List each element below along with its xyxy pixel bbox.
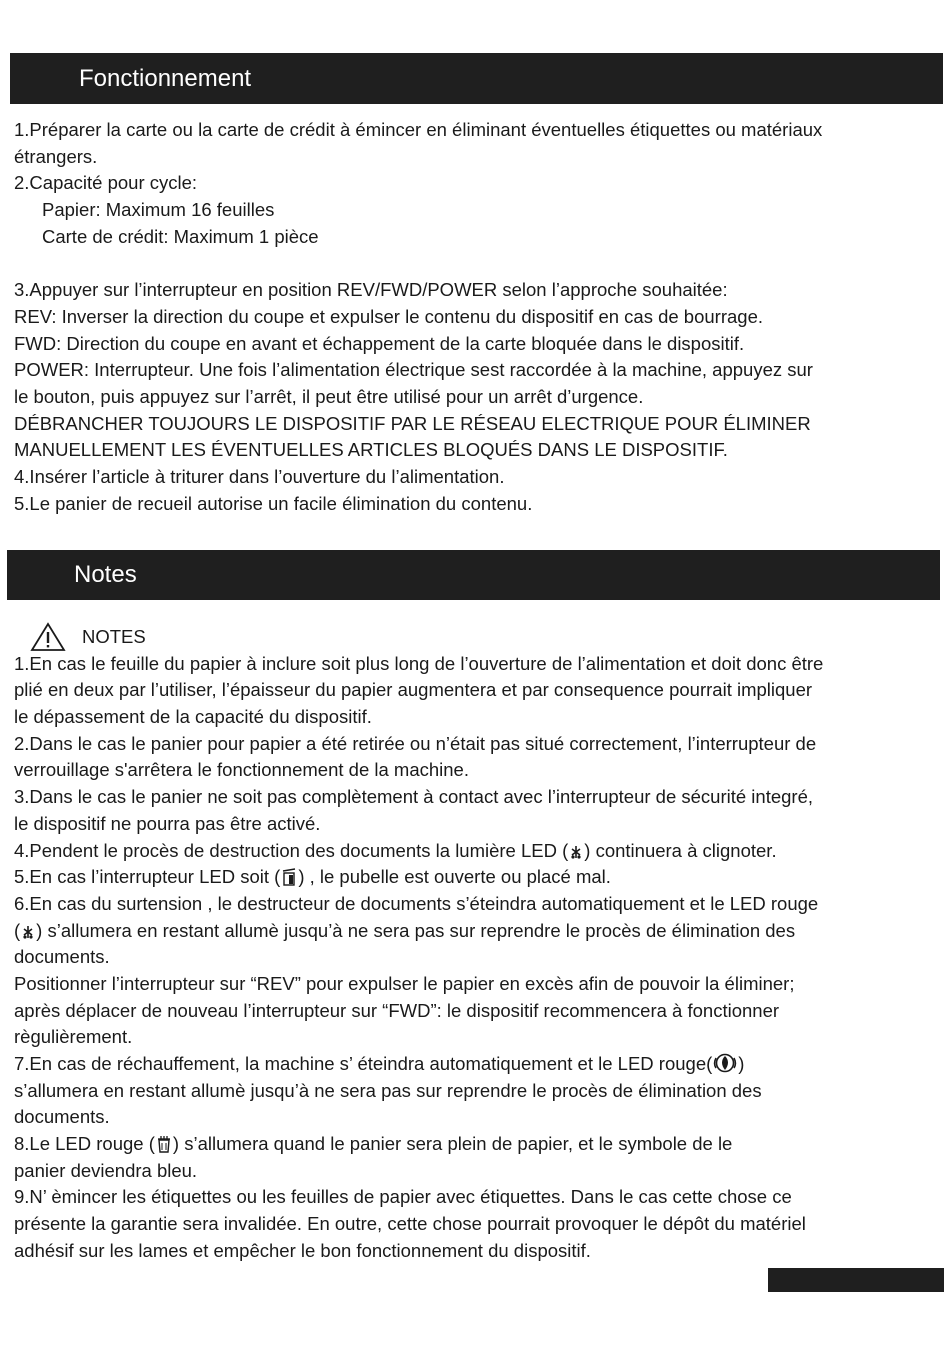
section-header-fonctionnement xyxy=(10,53,943,104)
text-segment: 4.Pendent le procès de destruction des documents la lumière LED ( xyxy=(14,839,569,861)
section-header-notes xyxy=(7,550,940,600)
text-line: FWD: Direction du coupe en avant et échappement de la carte bloquée dans le dispositif. xyxy=(14,332,745,354)
text-line: après déplacer de nouveau l’interrupteur sur “FWD”: le dispositif recommencera à fonctionner xyxy=(14,999,780,1021)
notes-content xyxy=(14,624,939,1265)
footer-bar xyxy=(768,1268,944,1292)
text-line: le bouton, puis appuyez sur l’arrêt, il peut être utilisé pour un arrêt d’urgence. xyxy=(14,385,644,407)
text-line xyxy=(14,864,939,891)
text-segment: 5.En cas l’interrupteur LED soit ( xyxy=(14,866,281,888)
text-line: Carte de crédit: Maximum 1 pièce xyxy=(42,225,319,247)
fonctionnement-content xyxy=(14,117,939,517)
text-segment: 7.En cas de réchauffement, la machine s’ éteindra automatiquement et le LED rouge( xyxy=(14,1053,713,1074)
text-segment: ) s’allumera quand le panier sera plein de papier, et le symbole de le xyxy=(172,1133,733,1155)
overload-icon xyxy=(21,924,35,940)
text-line xyxy=(14,1051,939,1078)
warning-triangle-icon xyxy=(30,622,66,652)
text-segment: ( xyxy=(14,919,21,941)
text-line: le dispositif ne pourra pas être activé. xyxy=(14,812,321,834)
text-line: présente la garantie sera invalidée. En outre, cette chose pourrait provoquer le dépôt du matériel xyxy=(14,1213,806,1235)
text-line: Positionner l’interrupteur sur “REV” pour expulser le papier en excès afin de pouvoir la éliminer; xyxy=(14,972,795,994)
text-line: MANUELLEMENT LES ÉVENTUELLES ARTICLES BLOQUÉS DANS LE DISPOSITIF. xyxy=(14,439,728,461)
text-line: 9.N’ èmincer les étiquettes ou les feuilles de papier avec étiquettes. Dans le cas cette chose ce xyxy=(14,1186,792,1208)
text-line: plié en deux par l’utiliser, l’épaisseur du papier augmentera et par consequence pourrait impliquer xyxy=(14,679,813,701)
text-line xyxy=(14,1131,939,1158)
section-title: Fonctionnement xyxy=(79,64,252,92)
text-line: panier deviendra bleu. xyxy=(14,1159,198,1181)
text-line: adhésif sur les lames et empêcher le bon fonctionnement du dispositif. xyxy=(14,1239,591,1261)
text-segment: ) continuera à clignoter. xyxy=(584,839,777,861)
text-line: Papier: Maximum 16 feuilles xyxy=(42,199,275,221)
text-line: 2.Capacité pour cycle: xyxy=(14,172,198,194)
text-line: le dépassement de la capacité du dispositif. xyxy=(14,706,372,728)
text-line: 3.Appuyer sur l’interrupteur en position REV/FWD/POWER selon l’approche souhaitée: xyxy=(14,279,728,301)
text-line: étrangers. xyxy=(14,145,98,167)
text-line: documents. xyxy=(14,1106,110,1128)
text-line: 1.En cas le feuille du papier à inclure soit plus long de l’ouverture de l’alimentation et doit donc être xyxy=(14,652,824,674)
text-line: 1.Préparer la carte ou la carte de crédit à émincer en éliminant éventuelles étiquettes ou matériaux xyxy=(14,119,823,140)
section-title: Notes xyxy=(74,561,137,588)
bin-full-icon xyxy=(156,1135,172,1153)
text-line: documents. xyxy=(14,946,110,968)
text-line: 6.En cas du surtension , le destructeur de documents s’éteindra automatiquement et le LED rouge xyxy=(14,892,819,914)
text-line: 3.Dans le cas le panier ne soit pas complètement à contact avec l’interrupteur de sécurité integré, xyxy=(14,786,814,808)
text-segment: ) s’allumera en restant allumè jusqu’à ne sera pas sur reprendre le procès de élimination des xyxy=(36,919,796,941)
text-line: règulièrement. xyxy=(14,1026,133,1048)
text-line: POWER: Interrupteur. Une fois l’alimentation électrique sest raccordée à la machine, appuyez sur xyxy=(14,359,813,381)
text-line: 4.Insérer l’article à triturer dans l’ouverture du l’alimentation. xyxy=(14,465,505,487)
text-line: s’allumera en restant allumè jusqu’à ne sera pas sur reprendre le procès de élimination des xyxy=(14,1079,762,1101)
notes-heading xyxy=(14,624,939,651)
text-line: DÉBRANCHER TOUJOURS LE DISPOSITIF PAR LE RÉSEAU ELECTRIQUE POUR ÉLIMINER xyxy=(14,412,811,434)
text-segment: 8.Le LED rouge ( xyxy=(14,1133,155,1155)
text-line: verrouillage s'arrêtera le fonctionnement de la machine. xyxy=(14,759,469,781)
bin-open-icon xyxy=(281,868,297,886)
spacer xyxy=(14,250,939,277)
notes-label: NOTES xyxy=(82,626,146,647)
text-segment: ) , le pubelle est ouverte ou placé mal. xyxy=(298,866,611,888)
text-line xyxy=(14,918,939,945)
shred-led-icon xyxy=(569,844,583,860)
text-segment: ) xyxy=(738,1053,745,1074)
text-line xyxy=(14,838,939,865)
text-line: 5.Le panier de recueil autorise un facile élimination du contenu. xyxy=(14,492,533,514)
text-line: 2.Dans le cas le panier pour papier a été retirée ou n’était pas situé correctement, l’interrupteur de xyxy=(14,732,817,754)
overheat-icon xyxy=(713,1053,737,1073)
text-line: REV: Inverser la direction du coupe et expulser le contenu du dispositif en cas de bourrage. xyxy=(14,305,764,327)
